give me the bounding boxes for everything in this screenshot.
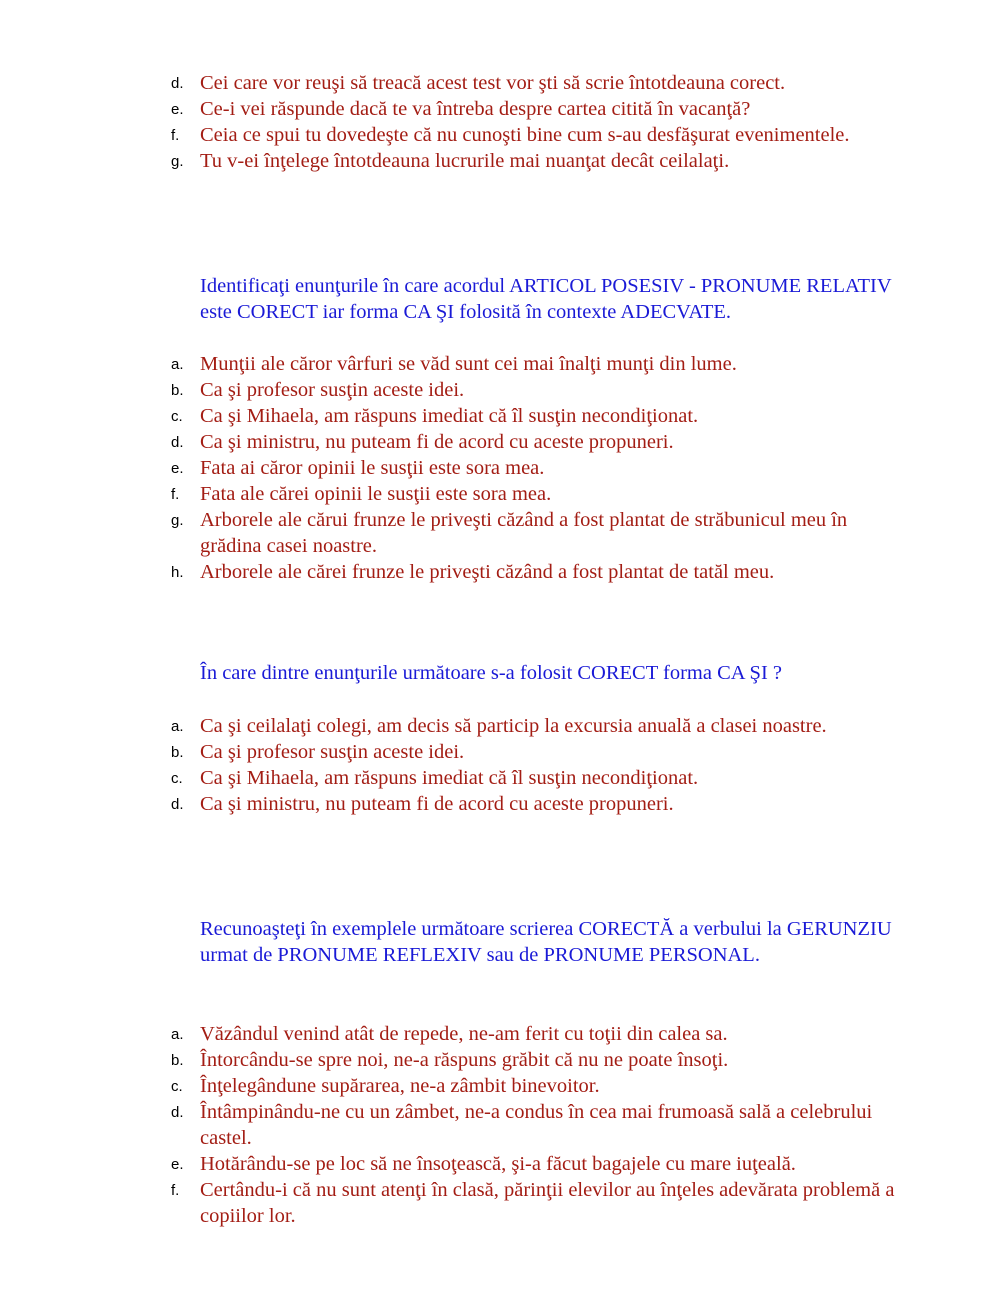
list-section-3: [0, 1021, 1000, 1229]
question-heading: În care dintre enunţurile următoare s-a folosit CORECT forma CA ŞI ?: [200, 662, 783, 684]
item-marker: g.: [171, 153, 184, 170]
list-section-2: [0, 713, 1000, 817]
item-marker: f.: [171, 127, 180, 144]
item-text: Arborele ale cărui frunze le priveşti căzând a fost plantat de străbunicul meu în grădina casei noastre.: [200, 509, 848, 557]
list-item: [0, 739, 1000, 765]
list-item: [0, 713, 1000, 739]
list-item: [0, 1177, 1000, 1229]
list-section-1: [0, 351, 1000, 585]
list-item: [0, 481, 1000, 507]
list-item: [0, 791, 1000, 817]
item-marker: b.: [171, 382, 184, 399]
item-marker: e.: [171, 1156, 184, 1173]
list-item: [0, 1151, 1000, 1177]
item-text: Ca şi ministru, nu puteam fi de acord cu aceste propuneri.: [200, 431, 674, 453]
item-marker: a.: [171, 1026, 184, 1043]
item-marker: g.: [171, 512, 184, 529]
item-text: Tu v-ei înţelege întotdeauna lucrurile mai nuanţat decât ceilalaţi.: [200, 150, 730, 172]
item-text: Ca şi ceilalaţi colegi, am decis să particip la excursia anuală a clasei noastre.: [200, 715, 827, 737]
item-text: Ca şi profesor susţin aceste idei.: [200, 379, 465, 401]
item-text: Cei care vor reuşi să treacă acest test vor şti să scrie întotdeauna corect.: [200, 72, 786, 94]
item-text: Ce-i vei răspunde dacă te va întreba despre cartea citită în vacanţă?: [200, 98, 751, 120]
list-section-0: [0, 70, 1000, 174]
item-text: Fata ai căror opinii le susţii este sora mea.: [200, 457, 545, 479]
item-text: Hotărându-se pe loc să ne însoţească, şi-a făcut bagajele cu mare iuţeală.: [200, 1153, 796, 1175]
item-marker: d.: [171, 434, 184, 451]
item-marker: b.: [171, 1052, 184, 1069]
item-text: Văzândul venind atât de repede, ne-am ferit cu toţii din calea sa.: [200, 1023, 728, 1045]
item-marker: e.: [171, 460, 184, 477]
list-item: [0, 403, 1000, 429]
item-text: Întâmpinându-ne cu un zâmbet, ne-a condus în cea mai frumoasă sală a celebrului castel.: [200, 1101, 873, 1149]
item-marker: f.: [171, 1182, 180, 1199]
list-item: [0, 1021, 1000, 1047]
item-marker: d.: [171, 75, 184, 92]
item-text: Ceia ce spui tu dovedeşte că nu cunoşti bine cum s-au desfăşurat evenimentele.: [200, 124, 850, 146]
item-text: Certându-i că nu sunt atenţi în clasă, părinţii elevilor au înţeles adevărata problemă a copiilor lor.: [200, 1179, 895, 1227]
list-item: [0, 351, 1000, 377]
list-item: [0, 455, 1000, 481]
list-item: [0, 765, 1000, 791]
item-marker: c.: [171, 1078, 183, 1095]
list-item: [0, 1047, 1000, 1073]
item-marker: a.: [171, 356, 184, 373]
item-marker: c.: [171, 408, 183, 425]
item-marker: d.: [171, 796, 184, 813]
item-marker: c.: [171, 770, 183, 787]
item-text: Ca şi profesor susţin aceste idei.: [200, 741, 465, 763]
item-text: Fata ale cărei opinii le susţii este sora mea.: [200, 483, 552, 505]
item-marker: b.: [171, 744, 184, 761]
list-item: [0, 559, 1000, 585]
list-item: [0, 1073, 1000, 1099]
list-item: [0, 122, 1000, 148]
item-text: Ca şi ministru, nu puteam fi de acord cu aceste propuneri.: [200, 793, 674, 815]
question-section-2: [0, 660, 1000, 686]
item-marker: e.: [171, 101, 184, 118]
list-item: [0, 507, 1000, 559]
list-item: [0, 148, 1000, 174]
question-section-1: [0, 273, 1000, 325]
item-text: Înţelegândune supărarea, ne-a zâmbit binevoitor.: [200, 1075, 600, 1097]
item-marker: d.: [171, 1104, 184, 1121]
question-heading: Recunoaşteţi în exemplele următoare scrierea CORECTĂ a verbului la GERUNZIU urmat de PRONUME REFLEXIV sau de PRONUME PERSONAL.: [200, 918, 892, 966]
item-text: Munţii ale căror vârfuri se văd sunt cei mai înalţi munţi din lume.: [200, 353, 737, 375]
item-marker: h.: [171, 564, 184, 581]
item-marker: f.: [171, 486, 180, 503]
question-section-3: [0, 916, 1000, 968]
item-marker: a.: [171, 718, 184, 735]
item-text: Ca şi Mihaela, am răspuns imediat că îl susţin necondiţionat.: [200, 405, 699, 427]
list-item: [0, 1099, 1000, 1151]
item-text: Întorcându-se spre noi, ne-a răspuns grăbit că nu ne poate însoţi.: [200, 1049, 729, 1071]
list-item: [0, 96, 1000, 122]
item-text: Arborele ale cărei frunze le priveşti căzând a fost plantat de tatăl meu.: [200, 561, 775, 583]
list-item: [0, 377, 1000, 403]
list-item: [0, 70, 1000, 96]
list-item: [0, 429, 1000, 455]
item-text: Ca şi Mihaela, am răspuns imediat că îl susţin necondiţionat.: [200, 767, 699, 789]
question-heading: Identificaţi enunţurile în care acordul ARTICOL POSESIV - PRONUME RELATIV este CORECT iar forma CA ŞI folosită în contexte ADECVATE.: [200, 275, 892, 323]
